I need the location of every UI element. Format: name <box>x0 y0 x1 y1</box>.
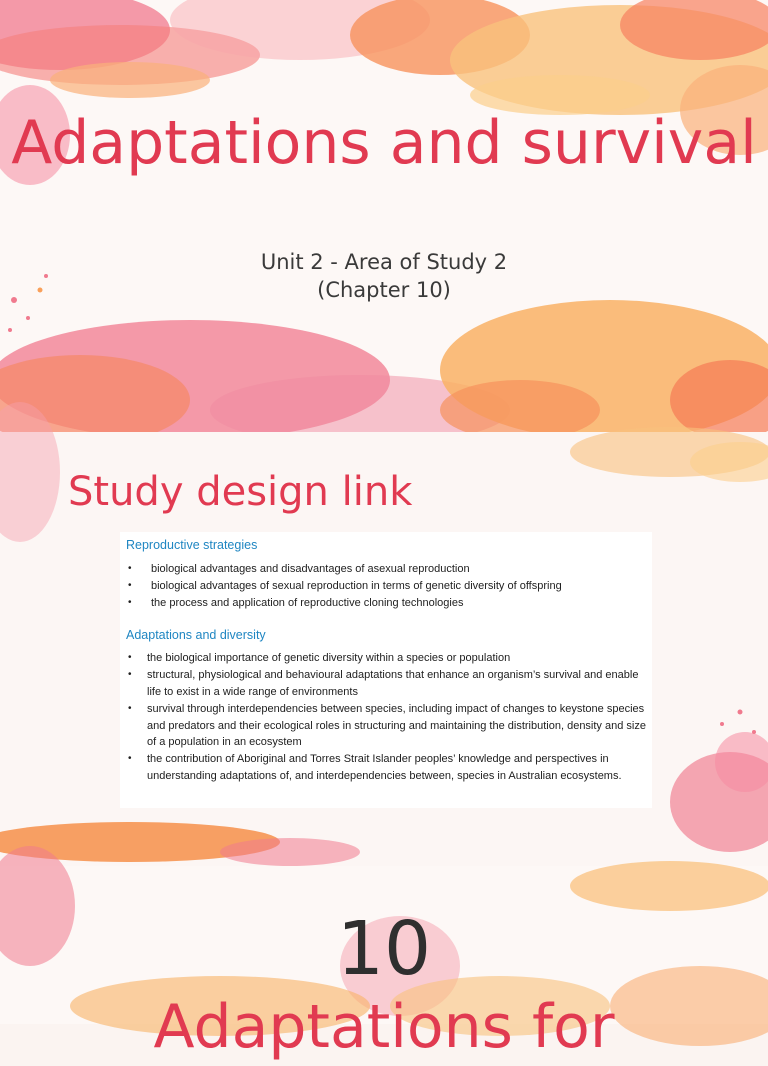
list-item: • biological advantages and disadvantages of asexual reproduction <box>126 561 646 578</box>
bullet-icon: • <box>128 652 132 664</box>
section-heading-reproductive: Reproductive strategies <box>126 538 258 552</box>
chapter-number: 10 <box>336 906 432 992</box>
list-item: • biological advantages of sexual reproduction in terms of genetic diversity of offspring <box>126 578 646 595</box>
slide-title <box>0 0 768 432</box>
bullet-icon: • <box>128 579 132 591</box>
bullet-icon: • <box>128 596 132 608</box>
list-item: • structural, physiological and behavioural adaptations that enhance an organism’s survival and enable life to exist in a wide range of environments <box>128 669 639 698</box>
bullet-icon: • <box>128 753 132 765</box>
subtitle-line-unit: Unit 2 - Area of Study 2 <box>260 250 508 274</box>
adaptations-list <box>126 650 646 784</box>
slide-chapter <box>0 866 768 1062</box>
study-design-panel <box>120 532 652 808</box>
slide-subtitle <box>0 248 768 304</box>
slide-study-design <box>0 432 768 866</box>
list-item: • the process and application of reproductive cloning technologies <box>126 595 646 612</box>
reproductive-list <box>126 561 646 611</box>
subtitle-line-chapter: (Chapter 10) <box>317 278 451 302</box>
list-item: • the biological importance of genetic diversity within a species or population <box>126 650 646 667</box>
bullet-icon: • <box>128 669 132 681</box>
section-heading-adaptations: Adaptations and diversity <box>126 628 266 643</box>
list-item: • survival through interdependencies between species, including impact of changes to keystone species and predators and their ecological roles in structuring and maintaining the distribution, density and size of a population in an ecosystem <box>128 702 646 749</box>
slide-title-heading: Adaptations and survival <box>11 108 757 178</box>
list-item: • the contribution of Aboriginal and Torres Strait Islander peoples’ knowledge and perspectives in understanding adaptations of, and interdependencies between, species in Australian ecosystems. <box>128 753 622 782</box>
slide-heading: Study design link <box>68 469 413 515</box>
bullet-icon: • <box>128 563 132 574</box>
chapter-title: Adaptations for <box>153 992 615 1062</box>
bullet-icon: • <box>128 702 132 714</box>
watercolor-background <box>0 0 768 432</box>
